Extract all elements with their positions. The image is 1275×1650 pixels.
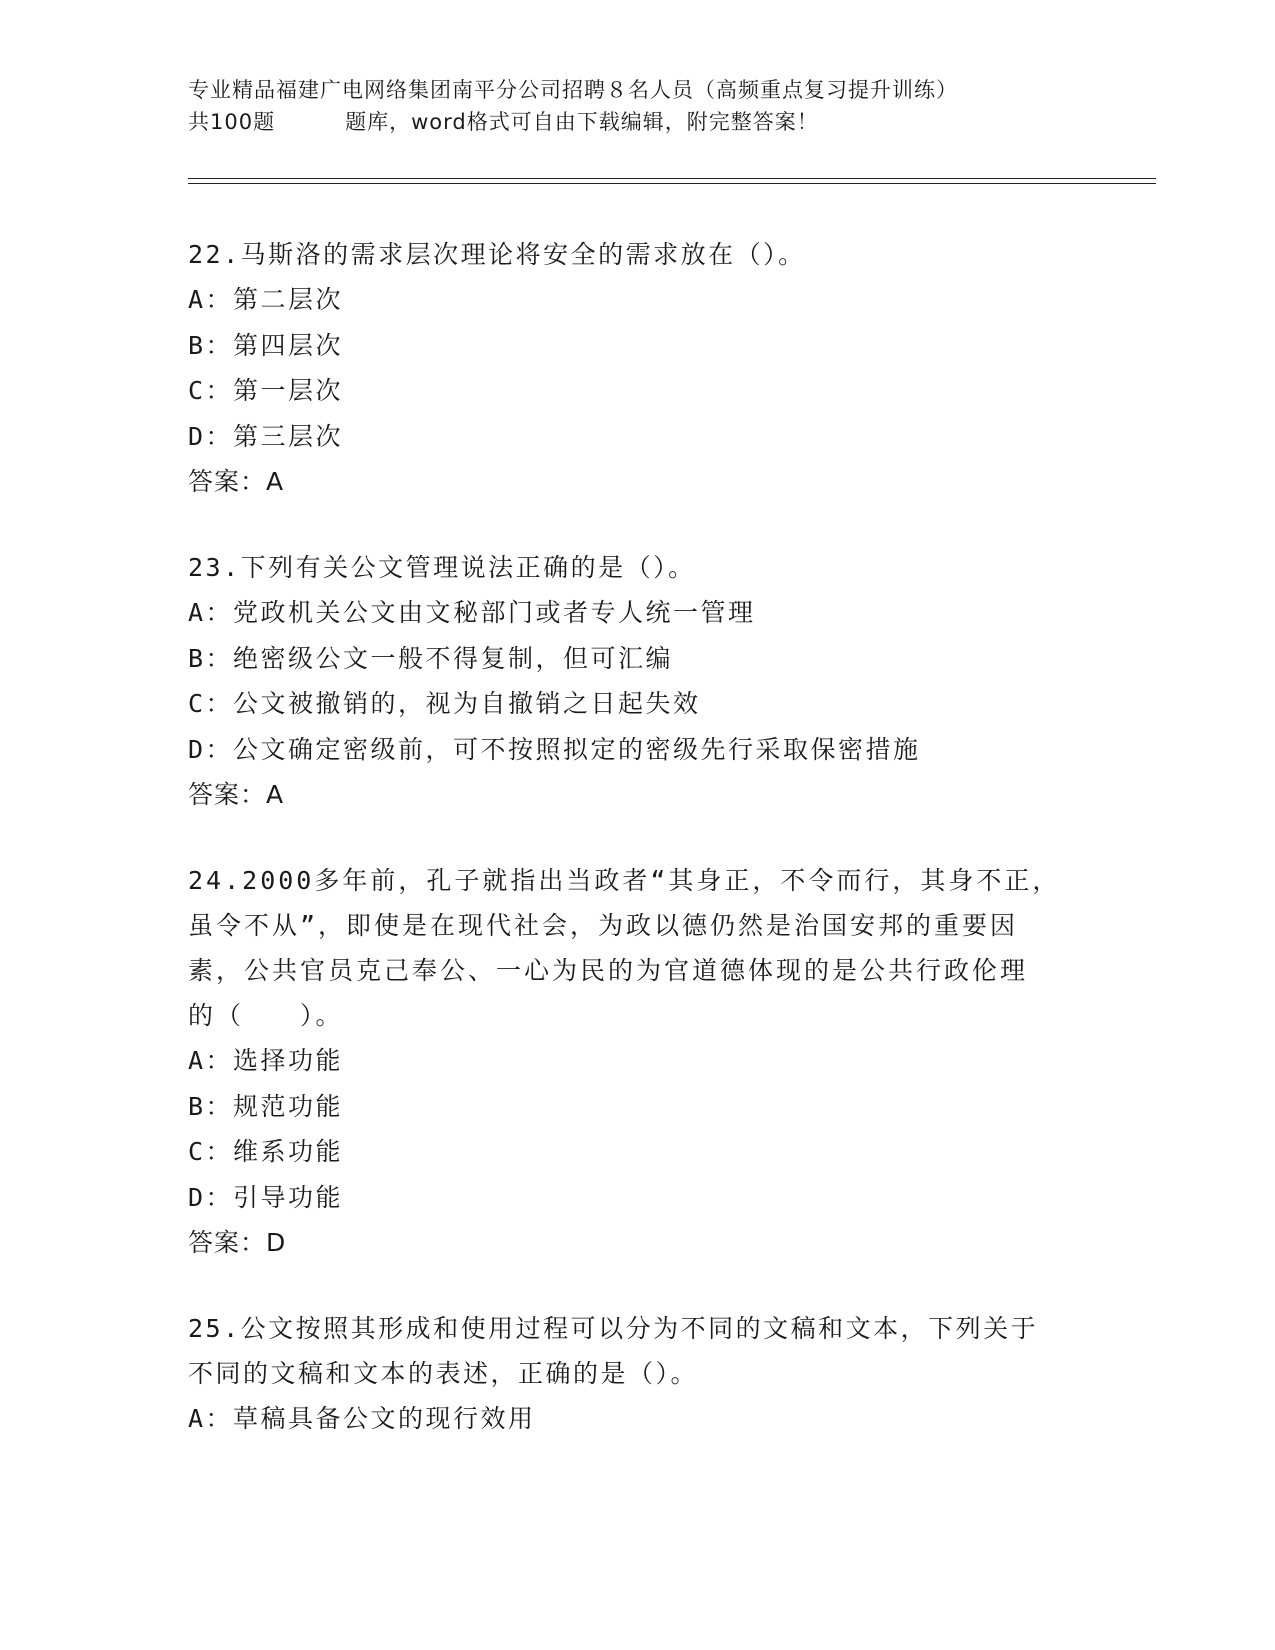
document-header [188,74,1088,138]
question-list [188,232,1088,1482]
answer: 答案：A [188,467,285,496]
question-stem-line: 素，公共官员克己奉公、一心为民的为官道德体现的是公共行政伦理 [188,956,1029,985]
option-c: C：维系功能 [188,1137,344,1166]
option-c: C：第一层次 [188,376,344,405]
option-d: D：公文确定密级前，可不按照拟定的密级先行采取保密措施 [188,734,921,764]
question-stem-line: 的（ ）。 [188,1001,344,1030]
header-divider-bottom [188,183,1156,184]
option-b: B：第四层次 [188,330,344,360]
option-a: A：草稿具备公文的现行效用 [188,1404,536,1433]
question-stem: 23.下列有关公文管理说法正确的是（）。 [188,553,696,582]
option-a: A：第二层次 [188,285,344,314]
question-stem-line: 24.2000多年前，孔子就指出当政者“其身正，不令而行，其身不正， [188,866,1061,895]
header-question-count: 共100题 [188,110,276,134]
question-stem-line: 虽令不从”，即使是在现代社会，为政以德仍然是治国安邦的重要因 [188,911,1019,940]
option-d: D：引导功能 [188,1182,344,1212]
question-stem-line: 25.公文按照其形成和使用过程可以分为不同的文稿和文本，下列关于 [188,1314,1039,1343]
option-b: B：绝密级公文一般不得复制，但可汇编 [188,643,674,673]
option-c: C：公文被撤销的，视为自撤销之日起失效 [188,689,701,718]
option-d: D：第三层次 [188,421,344,451]
question-23 [188,545,1088,818]
question-22 [188,232,1088,505]
header-subtitle [188,106,1088,138]
question-25 [188,1306,1088,1442]
answer: 答案：D [188,1228,287,1257]
answer: 答案：A [188,780,285,809]
question-stem-line: 不同的文稿和文本的表述，正确的是（）。 [188,1359,699,1388]
header-divider-top [188,178,1156,179]
option-b: B：规范功能 [188,1091,344,1121]
question-stem: 22.马斯洛的需求层次理论将安全的需求放在（）。 [188,240,806,269]
option-a: A：党政机关公文由文秘部门或者专人统一管理 [188,598,756,627]
header-description: 题库，word格式可自由下载编辑，附完整答案！ [345,110,819,134]
option-a: A：选择功能 [188,1046,344,1075]
question-24 [188,858,1088,1266]
header-title: 专业精品福建广电网络集团南平分公司招聘８名人员（高频重点复习提升训练） [188,78,958,102]
